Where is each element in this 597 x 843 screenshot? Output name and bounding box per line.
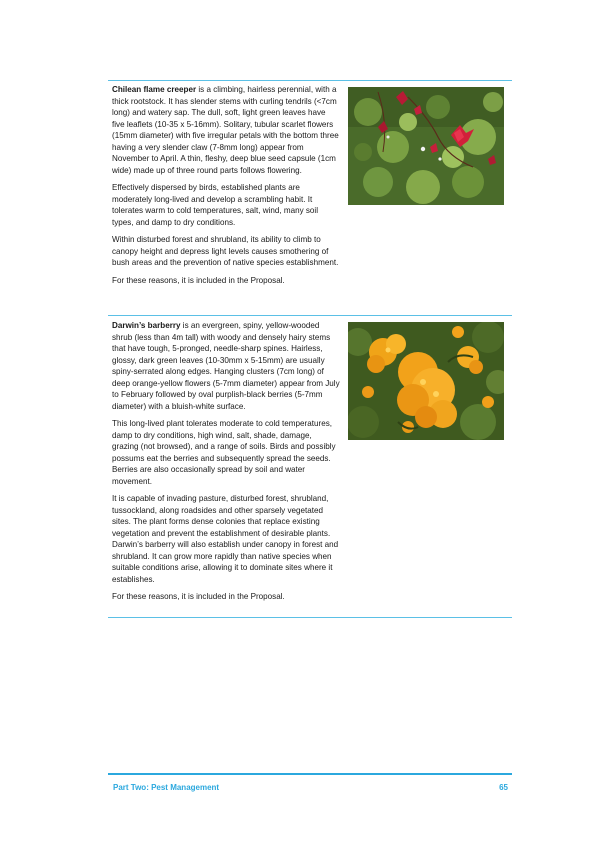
species-paragraph: For these reasons, it is included in the Proposal. [112,592,285,601]
page-number: 65 [499,783,508,792]
species-paragraph: Effectively dispersed by birds, established plants are moderately long-lived and develop a scrambling habit. It tolerates warm to cold temperatures, salt, wind, many soil types, and damp to dry conditions. [112,183,319,227]
section-divider [108,80,512,81]
species-name: Chilean flame creeper [112,85,197,94]
species-paragraph: For these reasons, it is included in the Proposal. [112,275,285,285]
species-name: Darwin’s barberry [112,321,181,330]
species-paragraph: Within disturbed forest and shrubland, its ability to climb to canopy height and depress light levels causes smothering of bush areas and the prevention of native species establishment. [112,235,339,267]
species-paragraph: This long-lived plant tolerates moderate to cold temperatures, damp to dry conditions, high wind, salt, shade, damage, grazing (not browsed), and a range of soils. Birds and possibly possums eat the berries and subsequently spread the seeds. Berries are also occasionally spread by soil and water movement. [112,419,336,486]
species-description [112,320,340,609]
section-divider [108,617,512,618]
red-flowering-creeper-photo [348,87,504,205]
species-paragraph: Chilean flame creeper is a climbing, hairless perennial, with a thick rootstock. It has slender stems with curling tendrils (<7cm long) and watery sap. The dull, soft, light green leaves have five leaflets (10-35 x 5-16mm). Solitary, tubular scarlet flowers (15mm diameter) with five irregular petals with the bottom three having a very slender claw (7-8mm long) appear from November to April. A thin, fleshy, deep blue seed capsule (1cm wide) made up of three round parts follows flowering. [112,85,339,175]
orange-flowering-shrub-photo [348,322,504,440]
footer-section-title: Part Two: Pest Management [113,783,220,792]
species-description [112,84,340,292]
species-paragraph: Darwin’s barberry is an evergreen, spiny, yellow-wooded shrub (less than 4m tall) with woody and densely hairy stems that have tough, 5-pronged, needle-sharp spines. Hairless, glossy, dark green leaves (10-30mm x 5-15mm) are usually spiny-serrated along edges. Hanging clusters (7cm long) of deep orange-yellow flowers (5-7mm diameter) appear from July to February followed by oval purplish-black berries (5-7mm diameter) with a bluish-white surface. [112,321,340,411]
footer-divider [108,773,512,775]
section-divider [108,315,512,316]
species-paragraph: It is capable of invading pasture, disturbed forest, shrubland, tussockland, along roadsides and other sparsely vegetated sites. The plant forms dense colonies that replace existing vegetation and prevent the establishment of desirable plants. Darwin’s barberry will also establish under canopy in forest and shrubland. It can grow more rapidly than native species when suitable conditions arise, allowing it to dominate sites where it establishes. [112,494,339,584]
